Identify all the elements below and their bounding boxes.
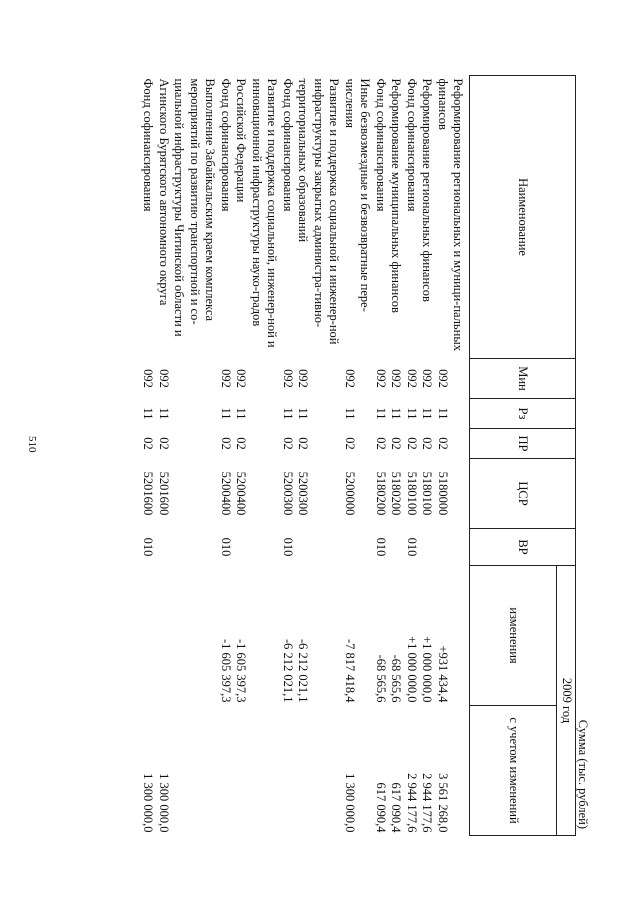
budget-sheet	[120, 75, 590, 835]
row-name: Реформирование муниципальных финансов	[389, 78, 404, 313]
row-min: 092	[296, 369, 311, 388]
row-min: 092	[219, 369, 233, 388]
row-vr	[388, 529, 404, 566]
row-min: 092	[281, 369, 295, 388]
row-name: Фонд софинансирования	[141, 78, 156, 212]
row-change: -1 605 397,3	[234, 638, 249, 703]
header-with-changes: с учетом изменений	[470, 706, 557, 836]
row-rz: 11	[296, 407, 311, 420]
row-change: -6 212 021,1	[281, 638, 295, 703]
row-total	[218, 706, 234, 836]
row-name: Фонд софинансирования	[281, 78, 295, 212]
row-min: 092	[343, 369, 357, 388]
row-total: 617 090,4	[374, 782, 388, 833]
row-rz: 11	[343, 407, 357, 420]
row-csr: 5200300	[281, 471, 295, 516]
row-vr	[435, 529, 471, 566]
row-total	[280, 706, 296, 836]
row-csr: 5180000	[436, 471, 450, 516]
row-csr: 5180200	[374, 471, 388, 516]
table-row	[280, 76, 296, 836]
row-name: Развитие и поддержка социальной, инженер-ной и инновационной инфраструктуры науко-градов Российской Федерации	[234, 78, 280, 348]
row-pr: 02	[141, 437, 156, 450]
row-vr: 010	[281, 537, 295, 557]
table-row	[373, 76, 389, 836]
row-rz: 11	[374, 407, 388, 420]
budget-table	[140, 75, 576, 836]
row-min: 092	[374, 369, 388, 388]
table-row	[404, 76, 420, 836]
row-min: 092	[389, 369, 404, 388]
row-csr: 5200400	[234, 471, 249, 516]
header-min: Мин	[470, 359, 576, 399]
header-pr: ПР	[470, 429, 576, 459]
row-min: 092	[420, 369, 435, 388]
row-name: Реформирование региональных финансов	[420, 78, 435, 302]
row-pr: 02	[405, 437, 419, 450]
header-year: 2009 год	[557, 566, 576, 836]
table-row	[233, 76, 280, 836]
row-vr: 010	[374, 537, 388, 557]
row-pr: 02	[343, 437, 357, 450]
row-total	[233, 706, 280, 836]
row-change: +1 000 000,0	[420, 636, 435, 703]
table-body	[140, 76, 470, 836]
header-vr: ВР	[470, 529, 576, 566]
table-row	[295, 76, 342, 836]
row-csr: 5201600	[141, 471, 156, 516]
row-min: 092	[141, 369, 156, 388]
table-row	[156, 76, 218, 836]
row-csr: 5180100	[405, 471, 419, 516]
row-min: 092	[234, 369, 249, 388]
row-csr: 5200000	[343, 471, 357, 516]
row-total: 2 944 177,6	[420, 773, 435, 833]
row-pr: 02	[420, 437, 435, 450]
row-pr: 02	[374, 437, 388, 450]
row-name: Фонд софинансирования	[405, 78, 419, 212]
row-name: Фонд софинансирования	[374, 78, 388, 212]
row-name: Реформирование региональных и муници-пальных финансов	[436, 78, 466, 351]
page-number: 510	[26, 436, 38, 453]
row-rz: 11	[405, 407, 419, 420]
row-name: Развитие и поддержка социальной и инженер-ной инфраструктуры закрытых администра-тивно-территориальных образований	[296, 78, 342, 345]
row-vr: 010	[141, 537, 156, 557]
row-csr: 5200400	[219, 471, 233, 516]
row-pr: 02	[389, 437, 404, 450]
table-row	[419, 76, 435, 836]
row-total: 3 561 268,0	[436, 773, 450, 833]
row-csr: 5180200	[389, 471, 404, 516]
row-change	[156, 566, 218, 706]
row-vr: 010	[219, 537, 233, 557]
row-change: -68 565,6	[374, 654, 388, 703]
table-row	[218, 76, 234, 836]
table-row	[435, 76, 471, 836]
row-pr: 02	[281, 437, 295, 450]
row-rz: 11	[157, 407, 171, 420]
row-change: -6 212 021,1	[296, 638, 311, 703]
row-min: 092	[157, 369, 171, 388]
table-row	[342, 76, 373, 836]
row-total: 1 300 000,0	[157, 773, 171, 833]
row-rz: 11	[219, 407, 233, 420]
header-changes: изменения	[470, 566, 557, 706]
row-rz: 11	[389, 407, 404, 420]
row-rz: 11	[281, 407, 295, 420]
row-name: Иные безвозмездные и безвозвратные пере-числения	[343, 78, 373, 312]
row-min: 092	[436, 369, 450, 388]
row-min: 092	[405, 369, 419, 388]
row-vr	[156, 529, 218, 566]
row-vr	[342, 529, 373, 566]
row-change: -7 817 418,4	[343, 638, 357, 703]
row-vr	[233, 529, 280, 566]
table-row	[140, 76, 156, 836]
header-rz: Рз	[470, 399, 576, 429]
row-total: 1 300 000,0	[343, 773, 357, 833]
row-rz: 11	[141, 407, 156, 420]
row-csr: 5201600	[157, 471, 171, 516]
row-change	[140, 566, 156, 706]
row-rz: 11	[234, 407, 249, 420]
row-pr: 02	[436, 437, 450, 450]
header-name: Наименование	[470, 76, 576, 359]
row-name: Выполнение Забайкальским краем комплекса мероприятий по развитию транспортной и со-циальной инфраструктуры Читинской области и Агинского Бурятского автономного округа	[157, 78, 218, 337]
row-change: +1 000 000,0	[405, 636, 419, 703]
row-total: 2 944 177,6	[405, 773, 419, 833]
row-change: +931 434,4	[436, 645, 450, 703]
row-change: -68 565,6	[389, 654, 404, 703]
row-vr	[419, 529, 435, 566]
row-total	[295, 706, 342, 836]
row-pr: 02	[157, 437, 171, 450]
row-pr: 02	[234, 437, 249, 450]
row-pr: 02	[296, 437, 311, 450]
row-total: 1 300 000,0	[141, 773, 156, 833]
row-vr	[295, 529, 342, 566]
row-change: -1 605 397,3	[219, 638, 233, 703]
row-pr: 02	[219, 437, 233, 450]
row-csr: 5180100	[420, 471, 435, 516]
row-rz: 11	[436, 407, 450, 420]
units-label: Сумма (тыс. рублей)	[576, 719, 590, 829]
header-csr: ЦСР	[470, 459, 576, 529]
row-total: 617 090,4	[389, 782, 404, 833]
row-rz: 11	[420, 407, 435, 420]
table-row	[388, 76, 404, 836]
row-vr: 010	[405, 537, 419, 557]
row-name: Фонд софинансирования	[219, 78, 233, 212]
row-csr: 5200300	[296, 471, 311, 516]
